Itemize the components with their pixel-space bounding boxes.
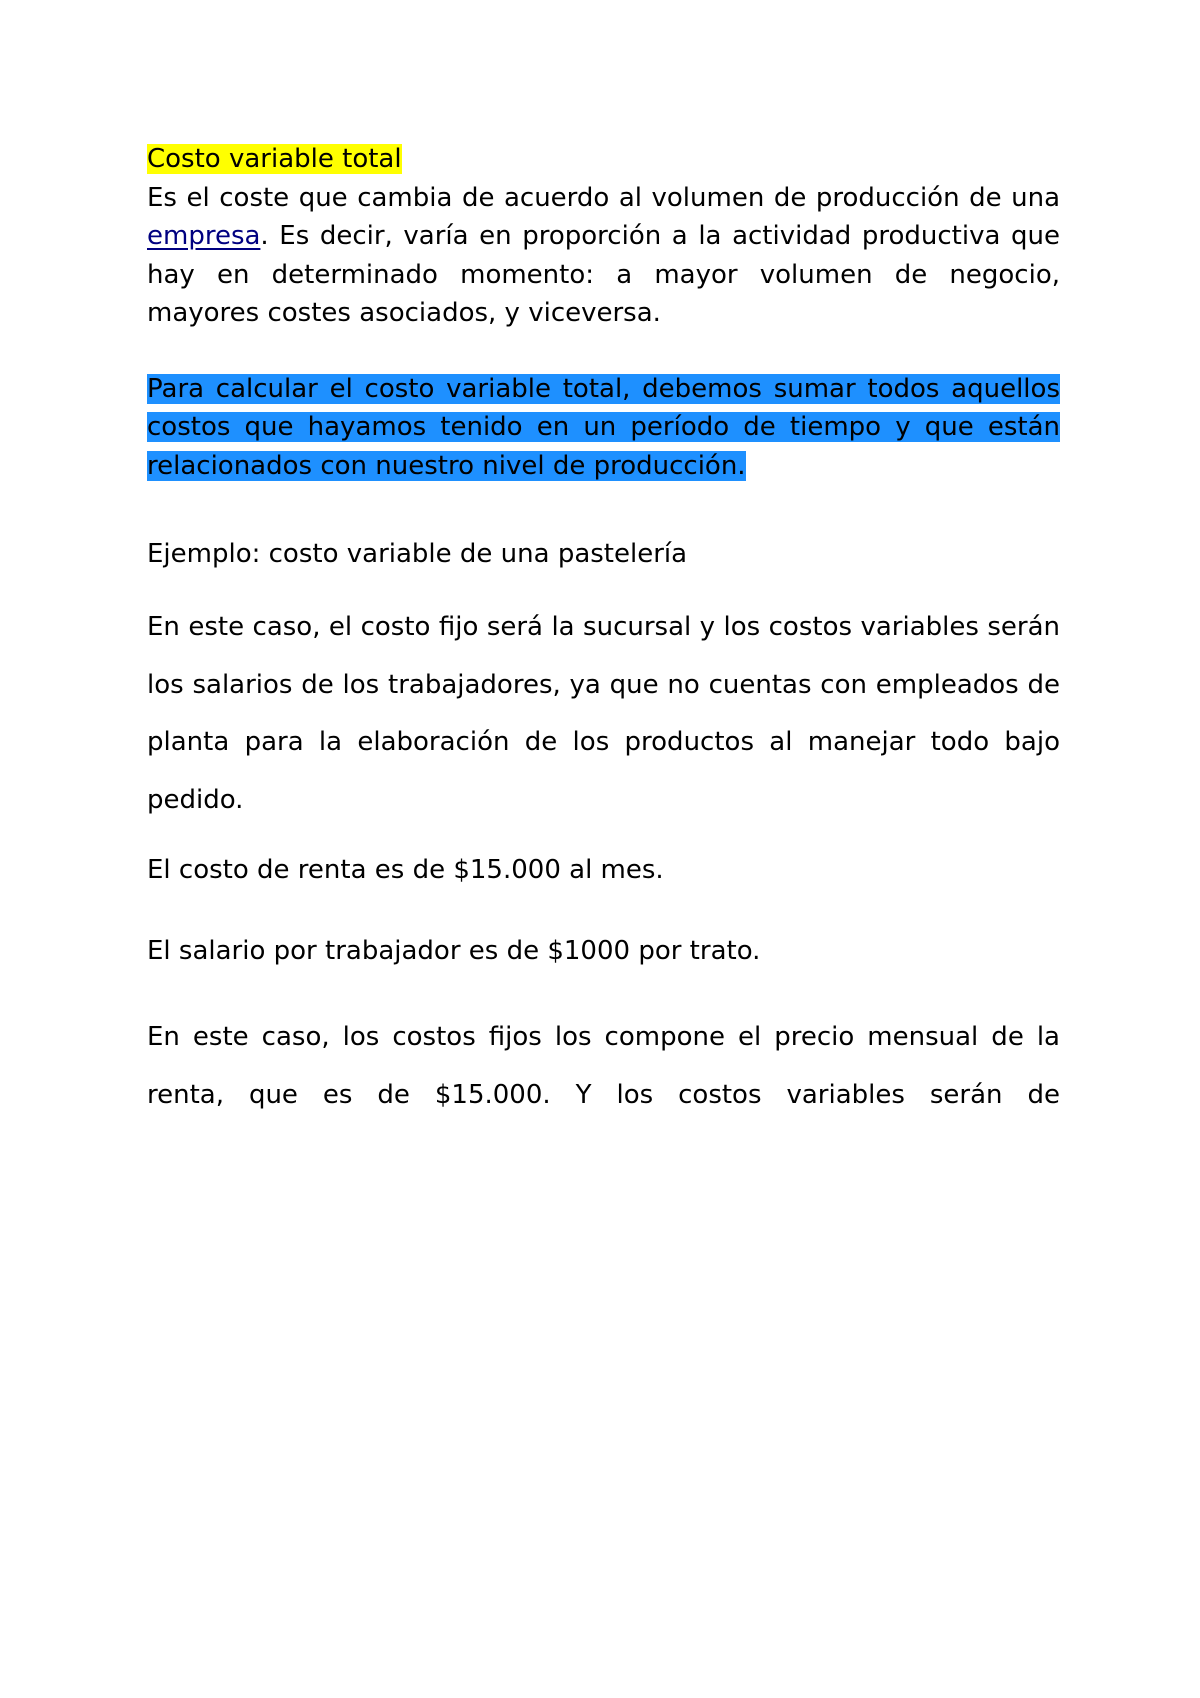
intro-text-start: Es el coste que cambia de acuerdo al volumen de producción de una bbox=[147, 182, 1060, 213]
salary-line: El salario por trabajador es de $1000 por trato. bbox=[147, 936, 761, 966]
highlighted-text: Para calcular el costo variable total, debemos sumar todos aquellos costos que hayamos tenido en un período de tiempo y que están relacionados con nuestro nivel de producción. bbox=[147, 373, 1060, 481]
intro-text-end: . Es decir, varía en proporción a la actividad productiva que hay en determinado momento: a mayor volumen de negocio, mayores costes asociados, y viceversa. bbox=[147, 221, 1060, 328]
example-heading: Ejemplo: costo variable de una pastelería bbox=[147, 539, 688, 569]
highlighted-paragraph bbox=[147, 370, 1060, 486]
section-title: Costo variable total bbox=[147, 144, 402, 174]
closing-paragraph: En este caso, los costos fijos los compone el precio mensual de la renta, que es de $15.000. Y los costos variables serán de bbox=[147, 1022, 1060, 1110]
empresa-link[interactable]: empresa bbox=[147, 221, 261, 251]
rent-line: El costo de renta es de $15.000 al mes. bbox=[147, 855, 664, 885]
example-paragraph: En este caso, el costo fijo será la sucursal y los costos variables serán los salarios de los trabajadores, ya que no cuentas con empleados de planta para la elaboración de los productos al manejar todo bajo pedido. bbox=[147, 612, 1060, 815]
document-page bbox=[147, 140, 1060, 1124]
intro-paragraph bbox=[147, 140, 1060, 333]
